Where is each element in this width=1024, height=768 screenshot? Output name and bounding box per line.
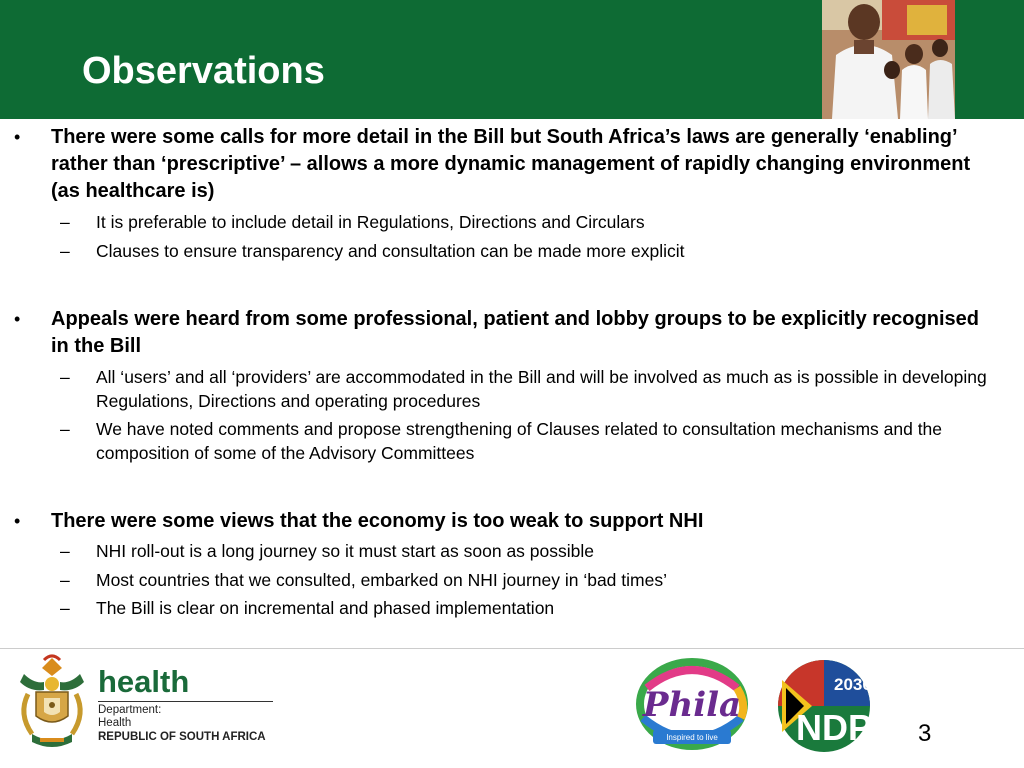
slide-title: Observations — [82, 50, 325, 92]
department-line-1: Department: — [98, 704, 162, 716]
wordmark-underline — [98, 701, 273, 702]
sub-bullet-text: Most countries that we consulted, embarked on NHI journey in ‘bad times’ — [96, 570, 667, 590]
bullet-marker: • — [14, 309, 21, 329]
health-wordmark: health — [98, 664, 190, 699]
sub-bullet-text: NHI roll-out is a long journey so it must start as soon as possible — [96, 541, 594, 561]
sub-bullet-marker: – — [60, 212, 70, 232]
sub-bullet-marker: – — [60, 541, 70, 561]
footer-divider — [0, 648, 1024, 649]
header-photo — [822, 0, 955, 119]
sub-bullet-marker: – — [60, 419, 70, 439]
ndp-wordmark: NDP — [795, 707, 873, 748]
bullet-marker: • — [14, 127, 21, 147]
department-label — [98, 704, 161, 730]
sub-bullet-text: Clauses to ensure transparency and consultation can be made more explicit — [96, 241, 685, 261]
sub-bullet-text: All ‘users’ and all ‘providers’ are accommodated in the Bill and will be involved as much as is possible in developing Regulations, Directions and operating procedures — [96, 367, 987, 411]
sub-bullet-text: We have noted comments and propose strengthening of Clauses related to consultation mechanisms and the composition of some of the Advisory Committees — [96, 419, 943, 463]
ndp-year: 2030 — [834, 675, 872, 694]
phila-tagline: Inspired to live — [666, 733, 718, 742]
bullet-marker: • — [14, 511, 21, 531]
department-logo — [14, 654, 284, 754]
sub-bullet-text: The Bill is clear on incremental and phased implementation — [96, 598, 555, 618]
bullet-text: There were some views that the economy is too weak to support NHI — [51, 510, 704, 532]
republic-label: REPUBLIC OF SOUTH AFRICA — [98, 731, 266, 743]
bullet-text: There were some calls for more detail in the Bill but South Africa’s laws are generally ‘enabling’ rather than ‘prescriptive’ – allows a more dynamic management of rapidly changing environment (as healthcare is) — [51, 126, 971, 202]
ndp-logo — [772, 656, 882, 754]
sub-bullet-text: It is preferable to include detail in Regulations, Directions and Circulars — [96, 212, 645, 232]
sub-bullet-marker: – — [60, 570, 70, 590]
sub-bullet-marker: – — [60, 598, 70, 618]
sub-bullet-marker: – — [60, 367, 70, 387]
coat-of-arms-icon — [14, 654, 90, 752]
phila-wordmark: Phila — [642, 685, 742, 725]
bullet-text: Appeals were heard from some professional, patient and lobby groups to be explicitly recognised in the Bill — [51, 308, 979, 357]
sub-bullet-marker: – — [60, 241, 70, 261]
phila-logo — [633, 658, 751, 754]
page-number: 3 — [918, 720, 932, 747]
department-line-2: Health — [98, 717, 132, 729]
